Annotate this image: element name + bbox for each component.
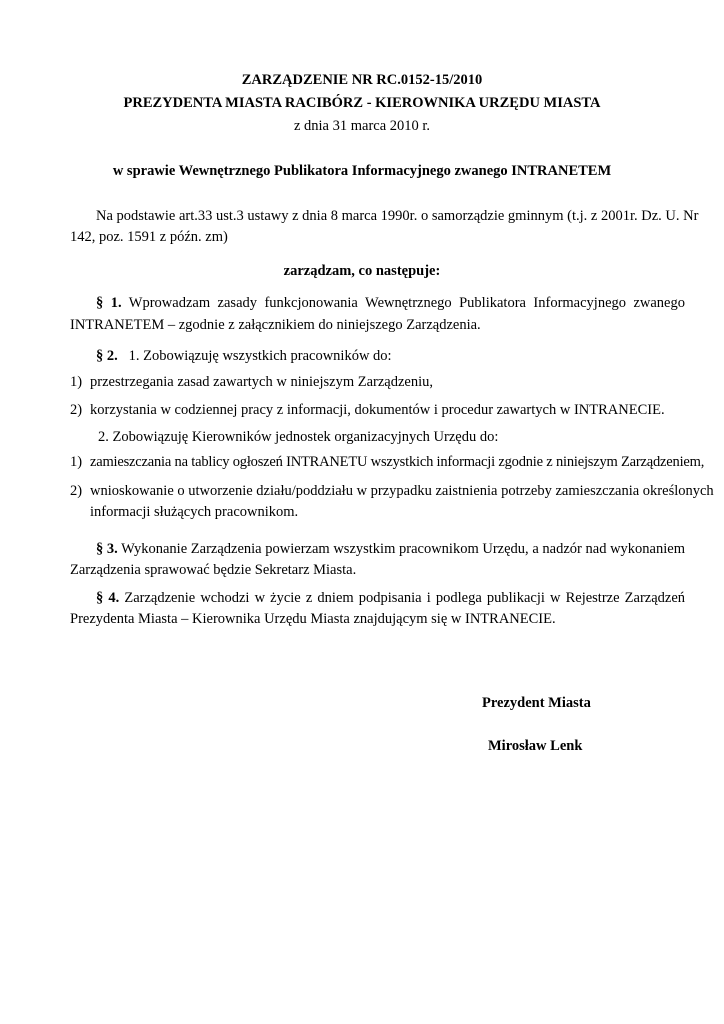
list-item-text: zamieszczania na tablicy ogłoszeń INTRANETU wszystkich informacji zgodnie z niniejszym Zarządzeniem, [90,454,705,470]
section-4-line-2: Prezydenta Miasta – Kierownika Urzędu Miasta znajdującym się w INTRANECIE. [70,611,556,627]
legal-basis-line-2: 142, poz. 1591 z późn. zm) [70,229,228,245]
section-2-intro [96,347,392,365]
section-3-mark: § 3. [96,541,118,557]
section-4-line-1 [96,589,685,607]
section-4-text: Zarządzenie wchodzi w życie z dniem podpisania i podlega publikacji w Rejestrze Zarządzeń [124,590,686,606]
list-item-text: przestrzegania zasad zawartych w niniejszym Zarządzeniu, [90,374,433,390]
list-item-number: 2) [70,483,83,499]
list-item-number: 1) [70,454,83,470]
document-title: ZARZĄDZENIE NR RC.0152-15/2010 [241,72,483,88]
section-3-line-2: Zarządzenia sprawować będzie Sekretarz Miasta. [70,562,357,578]
section-2-point-1: 1. Zobowiązuję wszystkich pracowników do: [128,348,392,364]
section-1-line-1 [96,294,685,312]
list-item-text: korzystania w codziennej pracy z informacji, dokumentów i procedur zawartych w INTRANECIE. [90,402,665,418]
legal-basis-line-1: Na podstawie art.33 ust.3 ustawy z dnia 8 marca 1990r. o samorządzie gminnym (t.j. z 2001r. Dz. U. Nr [96,208,699,224]
section-3-text: Wykonanie Zarządzenia powierzam wszystkim pracownikom Urzędu, a nadzór nad wykonaniem [121,541,685,557]
issuing-authority: PREZYDENTA MIASTA RACIBÓRZ - KIEROWNIKA URZĘDU MIASTA [123,95,601,111]
signature-role: Prezydent Miasta [482,695,591,711]
section-2-mark: § 2. [96,348,118,364]
section-1-line-2: INTRANETEM – zgodnie z załącznikiem do niniejszego Zarządzenia. [70,317,481,333]
list-item-text: wnioskowanie o utworzenie działu/poddziału w przypadku zaistnienia potrzeby zamieszczania określonych [90,483,714,499]
list-item-number: 2) [70,402,83,418]
section-1-mark: § 1. [96,295,122,311]
list-item-text-continued: informacji służących pracownikom. [90,504,299,520]
decree-heading: zarządzam, co następuje: [283,263,441,279]
signature-name: Mirosław Lenk [488,738,583,754]
section-1-text: Wprowadzam zasady funkcjonowania Wewnętrznego Publikatora Informacyjnego zwanego [128,295,685,311]
document-date: z dnia 31 marca 2010 r. [293,118,431,134]
section-3-line-1 [96,540,685,558]
section-4-mark: § 4. [96,590,120,606]
document-subject: w sprawie Wewnętrznego Publikatora Informacyjnego zwanego INTRANETEM [112,163,612,179]
list-item-number: 1) [70,374,83,390]
section-2-point-2: 2. Zobowiązuję Kierowników jednostek organizacyjnych Urzędu do: [98,429,499,445]
